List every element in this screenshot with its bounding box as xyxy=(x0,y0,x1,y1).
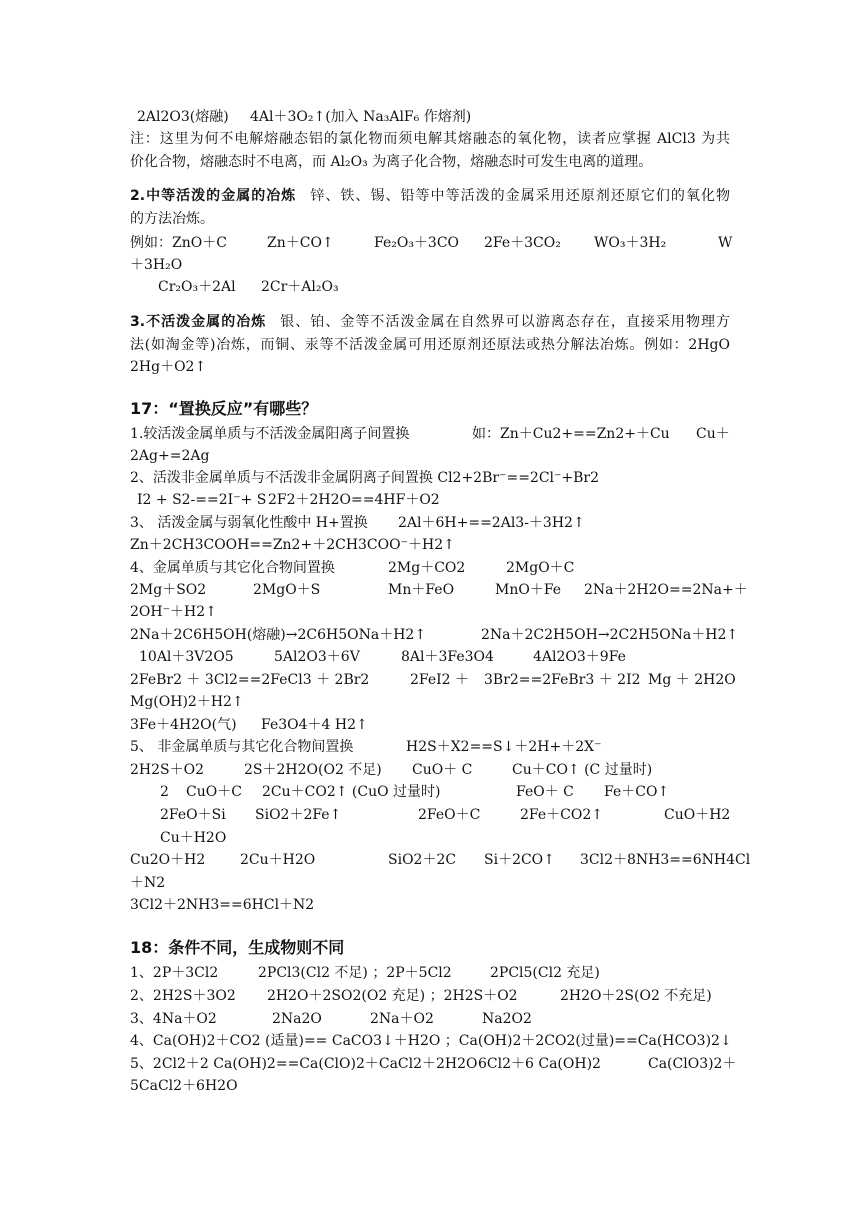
equation-text: 2MgO＋C xyxy=(506,560,575,576)
equation-text: 2 xyxy=(160,784,169,800)
equation-text: WO₃＋3H₂ xyxy=(594,235,667,251)
equation-text: 4Al＋3O₂↑(加入 Na₃AlF₆ 作熔剂) xyxy=(250,109,472,125)
paragraph-text: 银、铂、金等不活泼金属在自然界可以游离态存在，直接采用物理方 xyxy=(280,314,730,330)
equation-text: Cu＋H2O xyxy=(160,830,227,846)
section-heading-text: 17：“置换反应”有哪些？ xyxy=(130,399,318,418)
equation-text: 2Na2O xyxy=(272,1011,322,1027)
equation-text: Mn＋FeO xyxy=(388,582,455,598)
equation-text: CuO＋H2 xyxy=(664,807,731,823)
equation-text: 2Fe＋CO2↑ xyxy=(520,807,603,823)
equation-text: 6Cl2＋6 Ca(OH)2 xyxy=(478,1056,601,1072)
equation-text: Cu＋CO↑ (C 过量时) xyxy=(512,762,653,778)
equation-text: 8Al＋3Fe3O4 xyxy=(401,649,494,665)
paragraph-line xyxy=(130,185,730,207)
equation-text: 2Na＋2C6H5OH(熔融)→2C6H5ONa＋H2↑ xyxy=(130,627,427,643)
equation-text: 2Na＋O2 xyxy=(370,1011,434,1027)
note-text: 注：这里为何不电解熔融态铝的氯化物而须电解其熔融态的氧化物，读者应掌握 AlCl3 为共 xyxy=(130,131,730,147)
equation-text: 2Al＋6H+==2Al3-＋3H2↑ xyxy=(398,515,585,531)
equation-text: 2F2＋2H2O==4HF＋O2 xyxy=(268,492,440,508)
subsection-title: 2.中等活泼的金属的冶炼 xyxy=(130,188,297,204)
equation-text: MnO＋Fe xyxy=(495,582,562,598)
equation-text: 3、4Na＋O2 xyxy=(130,1011,217,1027)
equation-text: 2Ag+=2Ag xyxy=(130,448,210,464)
equation-text: H2S＋X2==S↓＋2H+＋2X⁻ xyxy=(406,739,602,755)
equation-text: 2PCl3(Cl2 不足) ；2P＋5Cl2 xyxy=(258,965,452,981)
equation-text: 3Fe＋4H2O(气) xyxy=(130,717,237,733)
equation-text: CuO＋ C xyxy=(412,762,473,778)
equation-text: 1、2P＋3Cl2 xyxy=(130,965,219,981)
equation-text: 4、金属单质与其它化合物间置换 xyxy=(130,560,335,576)
equation-text: 2Al2O3(熔融) xyxy=(137,109,229,125)
equation-text: 2FeO＋C xyxy=(418,807,481,823)
equation-text: Mg ＋ 2H2O xyxy=(648,672,736,688)
equation-text: Zn＋2CH3COOH==Zn2+＋2CH3COO⁻＋H2↑ xyxy=(130,537,455,553)
equation-text: 4、Ca(OH)2＋CO2 (适量)== CaCO3↓＋H2O ；Ca(OH)2＋2CO2(过量)==Ca(HCO3)2↓ xyxy=(130,1033,732,1049)
note-text: 价化合物，熔融态时不电离，而 Al₂O₃ 为离子化合物，熔融态时可发生电离的道理。 xyxy=(130,154,653,170)
equation-text: 3、 活泼金属与弱氧化性酸中 H+置换 xyxy=(130,515,368,531)
equation-text: 2Cu＋H2O xyxy=(240,852,316,868)
section-heading-text: 18：条件不同，生成物则不同 xyxy=(130,938,345,957)
equation-text: Fe3O4＋4 H2↑ xyxy=(261,717,368,733)
equation-text: W xyxy=(718,235,733,251)
equation-text: SiO2＋2Fe↑ xyxy=(255,807,342,823)
equation-text: ＋3H₂O xyxy=(130,257,183,273)
equation-text: 2H2O＋2S(O2 不充足) xyxy=(560,988,712,1004)
equation-text: 2FeBr2 ＋ 3Cl2==2FeCl3 ＋ 2Br2 xyxy=(130,672,370,688)
equation-text: 5、 非金属单质与其它化合物间置换 xyxy=(130,739,354,755)
equation-text: ＋N2 xyxy=(130,875,166,891)
equation-text: 2Mg＋CO2 xyxy=(388,560,466,576)
equation-text: Mg(OH)2＋H2↑ xyxy=(130,694,244,710)
equation-text: 2MgO＋S xyxy=(253,582,321,598)
equation-text: 5CaCl2＋6H2O xyxy=(130,1078,238,1094)
equation-text: Na2O2 xyxy=(482,1011,532,1027)
equation-text: Ca(ClO3)2＋ xyxy=(648,1056,737,1072)
equation-text: 2PCl5(Cl2 充足) xyxy=(490,965,600,981)
equation-text: 2FeI2 ＋ xyxy=(410,672,470,688)
equation-text: FeO＋ C xyxy=(516,784,574,800)
paragraph-text: 法(如淘金等)冶炼，而铜、汞等不活泼金属可用还原剂还原法或热分解法冶炼。例如：2HgO xyxy=(130,337,730,353)
equation-text: Cr₂O₃＋2Al xyxy=(158,279,236,295)
equation-text: 3Cl2＋2NH3==6HCl＋N2 xyxy=(130,897,315,913)
equation-text: 2Na＋2H2O==2Na+＋ xyxy=(584,582,748,598)
equation-text: 2H2O＋2SO2(O2 充足) ；2H2S＋O2 xyxy=(267,988,518,1004)
equation-text: Cu2O＋H2 xyxy=(130,852,206,868)
note-line xyxy=(130,128,730,150)
equation-text: 5、2Cl2＋2 Ca(OH)2==Ca(ClO)2＋CaCl2＋2H2O xyxy=(130,1056,478,1072)
paragraph-text: 锌、铁、锡、铅等中等活泼的金属采用还原剂还原它们的氧化物 xyxy=(310,188,731,204)
paragraph-text: 的方法冶炼。 xyxy=(130,211,214,227)
equation-text: 例如：ZnO＋C xyxy=(130,235,227,251)
equation-text: 10Al＋3V2O5 xyxy=(139,649,234,665)
equation-text: 2Mg＋SO2 xyxy=(130,582,207,598)
equation-text: 2S＋2H2O(O2 不足) xyxy=(244,762,382,778)
paragraph-line xyxy=(130,311,730,333)
equation-text: I2 + S2-==2I⁻+ S xyxy=(137,492,267,508)
paragraph-line xyxy=(130,334,730,356)
equation-text: Fe＋CO↑ xyxy=(604,784,670,800)
equation-text: 2Na＋2C2H5OH→2C2H5ONa＋H2↑ xyxy=(481,627,739,643)
equation-text: Si＋2CO↑ xyxy=(484,852,555,868)
equation-text: 3Br2==2FeBr3 ＋ 2I2 xyxy=(484,672,641,688)
equation-text: 2H2S＋O2 xyxy=(130,762,204,778)
equation-text: Zn＋CO↑ xyxy=(267,235,334,251)
equation-text: 2Cr＋Al₂O₃ xyxy=(261,279,339,295)
equation-text: 2OH⁻＋H2↑ xyxy=(130,604,217,620)
equation-text: 4Al2O3＋9Fe xyxy=(533,649,626,665)
equation-text: 2、活泼非金属单质与不活泼非金属阴离子间置换 Cl2+2Br⁻==2Cl⁻+Br2 xyxy=(130,470,600,486)
equation-text: CuO＋C xyxy=(186,784,242,800)
equation-text: 2FeO＋Si xyxy=(160,807,226,823)
equation-text: 2Fe＋3CO₂ xyxy=(484,235,561,251)
equation-text: 5Al2O3＋6V xyxy=(274,649,360,665)
equation-text: 2、2H2S＋3O2 xyxy=(130,988,236,1004)
equation-text: SiO2＋2C xyxy=(388,852,457,868)
equation-text: 3Cl2＋8NH3==6NH4Cl xyxy=(580,852,751,868)
equation-text: 2Hg＋O2↑ xyxy=(130,359,207,375)
equation-text: 如：Zn＋Cu2+==Zn2+＋Cu xyxy=(472,426,670,442)
equation-text: 1.较活泼金属单质与不活泼金属阳离子间置换 xyxy=(130,426,410,442)
equation-text: Cu＋ xyxy=(696,426,730,442)
equation-text: Fe₂O₃＋3CO xyxy=(374,235,460,251)
equation-text: 2Cu＋CO2↑ (CuO 过量时) xyxy=(262,784,441,800)
subsection-title: 3.不活泼金属的冶炼 xyxy=(130,314,267,330)
